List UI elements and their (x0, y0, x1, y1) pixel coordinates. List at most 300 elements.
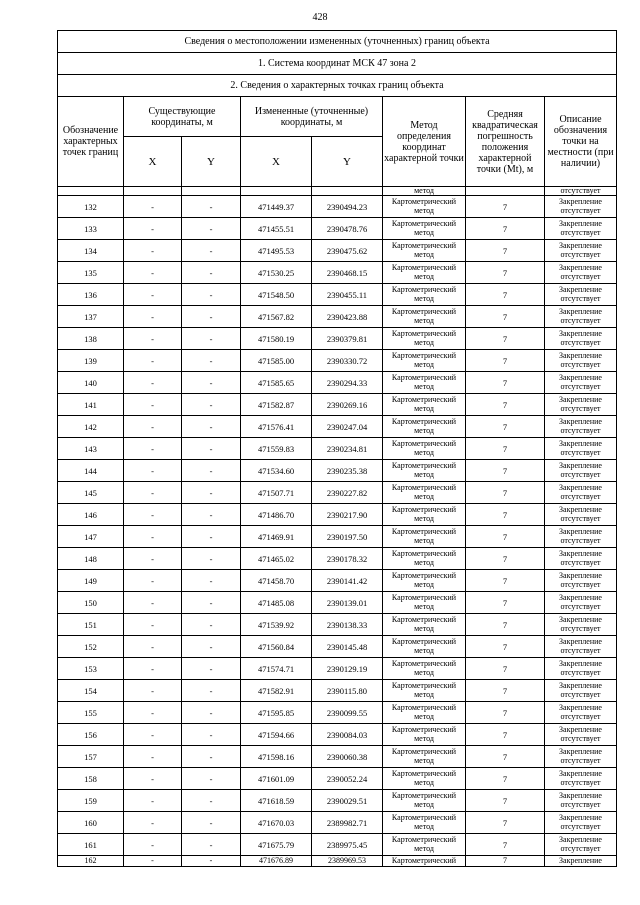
cell-point-number (58, 812, 124, 834)
cell-point-number-text: 144 (84, 465, 97, 476)
table-row (58, 834, 617, 856)
table-row (58, 504, 617, 526)
cell-description-text-1: Закрепление (559, 505, 602, 514)
cell-existing-x (124, 460, 182, 482)
cell-accuracy (466, 856, 545, 867)
cell-description-text-1: Закрепление (559, 571, 602, 580)
cell-point-number (58, 372, 124, 394)
cell-existing-y (182, 812, 241, 834)
cell-x (241, 658, 312, 680)
cell-y-text: 2390115.80 (326, 685, 368, 696)
cell-point-number-text: 141 (84, 399, 97, 410)
cell-existing-y (182, 350, 241, 372)
cell-existing-x-text: - (151, 223, 154, 234)
cell-description (545, 460, 617, 482)
cell-y-text: 2390029.51 (326, 795, 368, 806)
cell-description-text-2: отсутствует (560, 359, 601, 369)
cell-x-text: 471458.70 (257, 575, 295, 586)
table-row (58, 394, 617, 416)
cell-x-text: 471594.66 (257, 729, 295, 740)
cell-existing-y-text: - (209, 817, 213, 828)
cell-method-text-2: метод (414, 821, 434, 831)
cell-x (241, 416, 312, 438)
cell-method-text-1: Картометрический (391, 769, 457, 778)
cell-description-text-2: отсутствует (560, 205, 601, 215)
cell-accuracy (466, 306, 545, 328)
cell-description-text-2: отсутствует (560, 777, 601, 787)
cell-point-number (58, 196, 124, 218)
cell-y (312, 196, 383, 218)
cell-point-number-text: 137 (84, 311, 97, 322)
cell-x-text: 471559.83 (257, 443, 295, 454)
header-accuracy: Средняя квадратическая погрешность положения характерной точки (Mt), м (466, 97, 545, 187)
cell-point-number-text: 155 (84, 707, 97, 718)
cell-method (383, 614, 466, 636)
cell-existing-x (124, 658, 182, 680)
cell-accuracy-text: 7 (502, 267, 508, 278)
cell-existing-x (124, 746, 182, 768)
cell-y-text: 2390139.01 (326, 597, 368, 608)
cell-existing-y (182, 636, 241, 658)
cell-existing-y-text: - (209, 597, 213, 608)
cell-existing-y (182, 570, 241, 592)
cell-method-text-2: метод (414, 447, 434, 457)
cell-existing-x-text: - (151, 443, 154, 454)
cell-existing-x (124, 636, 182, 658)
cell-description-text-2: отсутствует (560, 579, 601, 589)
cell-existing-y-text: - (209, 421, 213, 432)
cell-x-text: 471676.89 (259, 856, 293, 865)
cell-x (241, 372, 312, 394)
cell-x (241, 856, 312, 867)
cell-y-text: 2390269.16 (326, 399, 368, 410)
cell-y (312, 724, 383, 746)
header-changed-y: Y (312, 137, 383, 187)
cell-accuracy-text: 7 (502, 223, 508, 234)
cell-accuracy-text: 7 (502, 751, 508, 762)
cell-y-text: 2390084.03 (326, 729, 368, 740)
cell-description-text-1: Закрепление (559, 263, 602, 272)
cell-description-text-1: Закрепление (559, 615, 602, 624)
cell-y-text: 2389982.71 (326, 817, 368, 828)
cell-description (545, 482, 617, 504)
cell-existing-y-text: - (209, 509, 213, 520)
cell-point-number-text: 150 (84, 597, 97, 608)
cell-point-number (58, 526, 124, 548)
cell-x-text: 471675.79 (257, 839, 295, 850)
cell-y (312, 372, 383, 394)
cell-description-text-2: отсутствует (560, 403, 601, 413)
cell-description (545, 768, 617, 790)
cell-method (383, 306, 466, 328)
cell-x-text: 471574.71 (257, 663, 295, 674)
cell-description (545, 262, 617, 284)
cell-x (241, 768, 312, 790)
cell-existing-x (124, 218, 182, 240)
cell-accuracy-text: 7 (502, 421, 508, 432)
cell-x (241, 724, 312, 746)
cell-x (241, 438, 312, 460)
cell-method-text-1: Картометрический (391, 527, 457, 536)
cell-method-text-2: метод (414, 381, 434, 391)
cell-point-number-text: 149 (84, 575, 97, 586)
coordinate-system-title: 1. Система координат МСК 47 зона 2 (58, 53, 617, 75)
cell-description-text-1: Закрепление (559, 483, 602, 492)
cell-x (241, 218, 312, 240)
cell-description-text-2: отсутствует (560, 491, 601, 501)
cell-accuracy-text: 7 (502, 575, 508, 586)
cell-existing-y (182, 702, 241, 724)
cell-point-number-text: 136 (84, 289, 97, 300)
cell-x (241, 328, 312, 350)
cell-existing-y-text: - (209, 399, 213, 410)
header-changed-coords: Измененные (уточненные) координаты, м (241, 97, 383, 137)
cell-existing-y-text: - (209, 487, 213, 498)
cell-y (312, 790, 383, 812)
cell-method-text-2: метод (414, 227, 434, 237)
cell-method-text-2: метод (414, 667, 434, 677)
cell-y-text: 2390475.62 (326, 245, 368, 256)
table-row (58, 548, 617, 570)
cell-existing-y-text: - (209, 311, 213, 322)
cell-description (545, 438, 617, 460)
cell-point-number (58, 724, 124, 746)
cell-existing-x (124, 812, 182, 834)
cell-existing-x-text: - (151, 509, 154, 520)
cell-y-text: 2390235.38 (326, 465, 368, 476)
cell-accuracy (466, 394, 545, 416)
cell-accuracy (466, 218, 545, 240)
cell-description-text-1: Закрепление (559, 747, 602, 756)
cell-existing-y-text: - (209, 641, 213, 652)
cell-description-text-2: отсутствует (560, 821, 601, 831)
cell-existing-x-text: - (151, 773, 154, 784)
cell-description-text-2: отсутствует (560, 711, 601, 721)
cell-y (312, 746, 383, 768)
cell-method-text-1: Картометрический (391, 329, 457, 338)
cell-y (312, 504, 383, 526)
cell-method-text: Картометрический (391, 856, 457, 865)
cell-x-text: 471530.25 (257, 267, 295, 278)
cell-point-number-text: 146 (84, 509, 97, 520)
table-row (58, 680, 617, 702)
cell-point-number (58, 768, 124, 790)
cell-x-text: 471485.08 (257, 597, 295, 608)
cell-existing-y-text: - (209, 553, 213, 564)
cell-method-text-1: Картометрический (391, 373, 457, 382)
cell-existing-y (182, 262, 241, 284)
cell-accuracy-text: 7 (502, 773, 508, 784)
cell-x (241, 834, 312, 856)
cell-method-text-1: Картометрический (391, 835, 457, 844)
cell-description-text-1: Закрепление (559, 659, 602, 668)
header-changed-x: X (241, 137, 312, 187)
table-row (58, 636, 617, 658)
cell-existing-y (182, 614, 241, 636)
cell-point-number-text: 161 (84, 839, 97, 850)
cell-existing-x-text: - (151, 751, 154, 762)
cell-description (545, 812, 617, 834)
cell-point-number-text: 152 (84, 641, 97, 652)
cell-existing-x (124, 834, 182, 856)
cell-description-text-1: Закрепление (559, 219, 602, 228)
cell-accuracy-text: 7 (502, 465, 508, 476)
cell-existing-y (182, 394, 241, 416)
cell-method-text-1: Картометрический (391, 219, 457, 228)
cell-y (312, 240, 383, 262)
cell-y-text: 2389975.45 (326, 839, 368, 850)
cell-method (383, 592, 466, 614)
cell-description-text-1: Закрепление (559, 373, 602, 382)
cell-existing-x-text: - (151, 311, 154, 322)
cell-method (383, 548, 466, 570)
cell-method-text-1: Картометрический (391, 197, 457, 206)
cell-point-number-text: 142 (84, 421, 97, 432)
cell-point-number (58, 834, 124, 856)
cell-accuracy (466, 526, 545, 548)
cell-y-text: 2390141.42 (326, 575, 368, 586)
cell-method (383, 438, 466, 460)
table-row (58, 350, 617, 372)
cell-existing-y (182, 724, 241, 746)
cell-existing-y (182, 658, 241, 680)
cell-point-number-text: 132 (84, 201, 97, 212)
cell-method-text-1: Картометрический (391, 417, 457, 426)
cell-existing-x (124, 592, 182, 614)
cell-accuracy (466, 614, 545, 636)
cell-method-text-1: Картометрический (391, 549, 457, 558)
cell-point-number-text: 143 (84, 443, 97, 454)
table-row (58, 306, 617, 328)
cell-point-number-text: 148 (84, 553, 97, 564)
cell-y-text: 2390234.81 (326, 443, 368, 454)
cell-existing-x (124, 416, 182, 438)
cell-method (383, 724, 466, 746)
table-row (58, 416, 617, 438)
cell-x (241, 284, 312, 306)
cell-existing-y (182, 218, 241, 240)
cell-x-text: 471598.16 (257, 751, 295, 762)
cell-y (312, 306, 383, 328)
cell-point-number (58, 856, 124, 867)
cell-existing-x (124, 240, 182, 262)
cell-existing-y (182, 196, 241, 218)
cell-method-text-2: метод (414, 359, 434, 369)
cell-accuracy-text: 7 (502, 553, 508, 564)
cell-existing-x (124, 724, 182, 746)
cell-description: отсутствует (545, 187, 617, 196)
cell-y-text: 2390052.24 (326, 773, 368, 784)
cell-existing-y-text: - (209, 377, 213, 388)
cell-accuracy-text: 7 (502, 729, 508, 740)
cell-existing-y (182, 856, 241, 867)
cell-accuracy (466, 504, 545, 526)
cell-x (241, 196, 312, 218)
cell-x (241, 460, 312, 482)
cell-y (312, 680, 383, 702)
cell-description (545, 328, 617, 350)
cell-existing-x-text: - (151, 553, 154, 564)
cell-description-text-1: Закрепление (559, 527, 602, 536)
cell-existing-y-text: - (209, 267, 213, 278)
cell-existing-x-text: - (151, 245, 154, 256)
cell-point-number-text: 162 (84, 856, 97, 865)
cell-description-text-1: Закрепление (559, 549, 602, 558)
cell-y (312, 548, 383, 570)
cell-y (312, 460, 383, 482)
cell-description-text: Закрепление (559, 856, 602, 865)
cell-description-text-2: отсутствует (560, 601, 601, 611)
cell-method-text-2: метод (414, 579, 434, 589)
cell-existing-y (182, 548, 241, 570)
cell-x (241, 636, 312, 658)
cell-method (383, 416, 466, 438)
cell-description (545, 746, 617, 768)
cell-accuracy-text: 7 (502, 289, 508, 300)
cell-method-text-2: метод (414, 799, 434, 809)
cell-existing-x (124, 306, 182, 328)
cell-x (241, 350, 312, 372)
cell-description-text-1: Закрепление (559, 329, 602, 338)
cell-existing-y-text: - (209, 289, 213, 300)
cell-accuracy (466, 372, 545, 394)
cell-existing-x (124, 702, 182, 724)
cell-point-number (58, 438, 124, 460)
table-row (58, 592, 617, 614)
cell-x (241, 570, 312, 592)
cell-accuracy (466, 834, 545, 856)
cell-description-text-2: отсутствует (560, 227, 601, 237)
cell-existing-y-text: - (209, 245, 213, 256)
cell-description (545, 504, 617, 526)
cell-accuracy (466, 460, 545, 482)
header-designation: Обозначение характерных точек границ (58, 97, 124, 187)
cell-point-number-text: 157 (84, 751, 97, 762)
header-existing-y: Y (182, 137, 241, 187)
cell-method-text-1: Картометрический (391, 615, 457, 624)
cell-existing-x-text: - (151, 619, 154, 630)
cell-point-number (58, 548, 124, 570)
table-row-partial (58, 187, 617, 196)
cell-method (383, 856, 466, 867)
cell-method-text-1: Картометрический (391, 483, 457, 492)
cell-existing-x-text: - (151, 355, 154, 366)
cell-existing-y-text: - (209, 443, 213, 454)
cell-x (241, 482, 312, 504)
cell-method-text-1: Картометрический (391, 813, 457, 822)
cell-x-text: 471585.00 (257, 355, 295, 366)
cell-y-text: 2390060.38 (326, 751, 368, 762)
cell-x (241, 746, 312, 768)
cell-method-text-1: Картометрический (391, 593, 457, 602)
cell-method (383, 790, 466, 812)
cell-method-text-2: метод (414, 843, 434, 853)
cell-existing-x-text: - (151, 685, 154, 696)
boundary-points-table (57, 30, 617, 867)
cell-method-text-2: метод (414, 733, 434, 743)
cell-x-text: 471534.60 (257, 465, 295, 476)
cell-point-number-text: 158 (84, 773, 97, 784)
cell-x-text: 471507.71 (257, 487, 295, 498)
cell-accuracy-text: 7 (502, 355, 508, 366)
cell-y-text: 2389969.53 (328, 856, 366, 865)
cell-point-number-text: 156 (84, 729, 97, 740)
cell-y (312, 636, 383, 658)
cell-point-number (58, 262, 124, 284)
cell-x-text: 471449.37 (257, 201, 295, 212)
cell-method (383, 262, 466, 284)
table-row (58, 218, 617, 240)
cell-existing-x (124, 482, 182, 504)
cell-description-text-1: Закрепление (559, 285, 602, 294)
cell-existing-y (182, 746, 241, 768)
cell-description-text-1: Закрепление (559, 461, 602, 470)
cell-existing-y-text: - (209, 685, 213, 696)
cell-point-number (58, 328, 124, 350)
cell-description-text-2: отсутствует (560, 843, 601, 853)
table-row (58, 240, 617, 262)
cell-accuracy (466, 702, 545, 724)
cell-existing-x (124, 372, 182, 394)
cell-existing-x (124, 768, 182, 790)
cell-accuracy-text: 7 (502, 509, 508, 520)
header-method: Метод определения координат характерной точки (383, 97, 466, 187)
cell-description-text-2: отсутствует (560, 425, 601, 435)
cell-accuracy (466, 438, 545, 460)
table-row (58, 284, 617, 306)
cell-existing-x-text: - (151, 531, 154, 542)
cell-accuracy (466, 284, 545, 306)
cell-description (545, 218, 617, 240)
cell-y (312, 834, 383, 856)
cell-x (241, 702, 312, 724)
cell-accuracy-text: 7 (502, 795, 508, 806)
cell-method (383, 350, 466, 372)
cell-method-text-1: Картометрический (391, 571, 457, 580)
cell-method (383, 702, 466, 724)
cell-method-text-2: метод (414, 711, 434, 721)
cell-y-text: 2390478.76 (326, 223, 368, 234)
cell-method-text-2: метод (414, 755, 434, 765)
cell-point-number (58, 240, 124, 262)
cell-description-text-1: Закрепление (559, 769, 602, 778)
cell-existing-y-text: - (209, 729, 213, 740)
cell-accuracy-text: 7 (502, 443, 508, 454)
cell-description (545, 350, 617, 372)
cell-x-text: 471567.82 (257, 311, 295, 322)
cell-description (545, 790, 617, 812)
cell-description-text-2: отсутствует (560, 447, 601, 457)
header-description: Описание обозначения точки на местности (при наличии) (545, 97, 617, 187)
cell-description-text-2: отсутствует (560, 337, 601, 347)
cell-description-text-2: отсутствует (560, 535, 601, 545)
cell-point-number (58, 504, 124, 526)
cell-point-number (58, 284, 124, 306)
cell-accuracy-text: 7 (502, 377, 508, 388)
cell-y (312, 394, 383, 416)
cell-existing-x (124, 570, 182, 592)
cell-point-number-text: 140 (84, 377, 97, 388)
cell-description-text-1: Закрепление (559, 593, 602, 602)
cell-description (545, 306, 617, 328)
cell-method-text-2: метод (414, 535, 434, 545)
table-row (58, 768, 617, 790)
cell-accuracy (466, 262, 545, 284)
cell-method (383, 218, 466, 240)
cell-x (241, 526, 312, 548)
cell-existing-x-text: - (151, 856, 154, 865)
cell-y (312, 262, 383, 284)
